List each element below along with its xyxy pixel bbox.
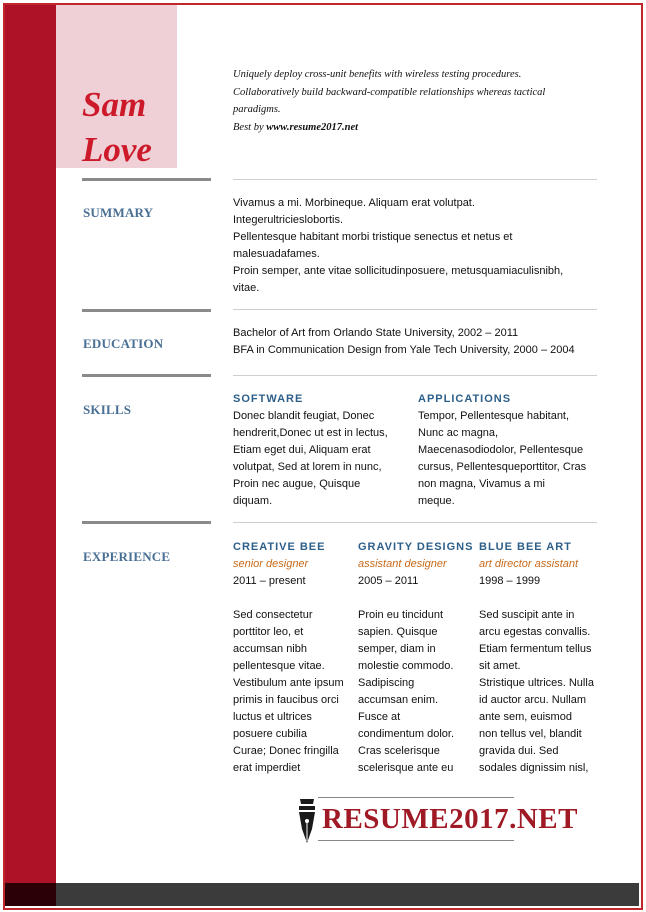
job-line: porttitor leo, et — [233, 626, 304, 638]
job-line: condimentum dolor. — [358, 728, 454, 740]
job-role: assistant designer — [358, 558, 447, 570]
job-line: non tellus vel, blandit — [479, 728, 582, 740]
job-line: Sed suscipit ante in — [479, 609, 575, 621]
summary-text — [233, 195, 613, 297]
job-role: senior designer — [233, 558, 309, 570]
divider — [233, 375, 597, 376]
intro-line: Uniquely deploy cross-unit benefits with wireless testing procedures. — [233, 69, 522, 80]
job-line: ante sem, euismod — [479, 711, 572, 723]
divider — [233, 179, 597, 180]
summary-line: Proin semper, ante vitae sollicitudinposuere, metusquamiaculisnibh, — [233, 265, 564, 277]
skills-line: hendrerit,Donec ut est in lectus, — [233, 427, 388, 439]
job-company: GRAVITY DESIGNS — [358, 541, 474, 553]
section-rule — [82, 309, 211, 312]
skills-line: Etiam eget dui, Aliquam erat — [233, 444, 371, 456]
skills-line: Donec blandit feugiat, Donec — [233, 410, 375, 422]
section-rule — [82, 178, 211, 181]
job-line: sapien. Quisque — [358, 626, 438, 638]
job-line: Curae; Donec fringilla — [233, 745, 339, 757]
summary-heading: SUMMARY — [83, 205, 154, 220]
experience-job — [358, 539, 476, 777]
experience-job — [479, 539, 607, 777]
job-dates: 2011 – present — [233, 575, 306, 587]
skills-line: Tempor, Pellentesque habitant, — [418, 410, 570, 422]
divider — [233, 522, 597, 523]
job-line: scelerisque ante eu — [358, 762, 454, 774]
skills-line: Maecenasodiodolor, Pellentesque — [418, 444, 584, 456]
fountain-pen-nib-icon — [296, 797, 318, 847]
education-entry: BFA in Communication Design from Yale Tech University, 2000 – 2004 — [233, 344, 575, 356]
skills-line: volutpat, Sed at lorem in nunc, — [233, 461, 382, 473]
job-line: primis in faucibus orci — [233, 694, 339, 706]
job-company: CREATIVE BEE — [233, 541, 326, 553]
skills-applications-text — [418, 408, 608, 510]
job-line: molestie commodo. — [358, 660, 454, 672]
job-description — [233, 607, 355, 777]
job-line: Sadipiscing — [358, 677, 415, 689]
job-description — [358, 607, 476, 777]
last-name: Love — [82, 130, 152, 169]
section-rule — [82, 374, 211, 377]
experience-job — [233, 539, 355, 777]
skills-line: cursus, Pellentesqueporttitor, Cras — [418, 461, 587, 473]
skills-line: diquam. — [233, 495, 273, 507]
credit-line — [233, 119, 603, 137]
job-line: sodales dignissim nisl, — [479, 762, 589, 774]
skills-software-text — [233, 408, 413, 510]
skills-line: meque. — [418, 495, 455, 507]
job-line: Sed consectetur — [233, 609, 313, 621]
job-line: Stristique ultrices. Nulla — [479, 677, 594, 689]
summary-line: vitae. — [233, 282, 260, 294]
job-line: posuere cubilia — [233, 728, 307, 740]
intro-line: paradigms. — [233, 104, 281, 115]
education-entry: Bachelor of Art from Orlando State University, 2002 – 2011 — [233, 327, 519, 339]
summary-line: Pellentesque habitant morbi tristique senectus et netus et — [233, 231, 513, 243]
credit-site-link[interactable]: www.resume2017.net — [266, 121, 359, 133]
job-line: gravida dui. Sed — [479, 745, 559, 757]
intro-line: Collaboratively build backward-compatible relationships whereas tactical — [233, 86, 546, 98]
intro-statement — [233, 66, 603, 136]
job-line: Etiam fermentum tellus — [479, 643, 592, 655]
education-text — [233, 325, 613, 359]
skills-applications-heading: APPLICATIONS — [418, 393, 512, 405]
job-dates: 2005 – 2011 — [358, 575, 419, 587]
footer-accent — [5, 883, 56, 906]
skills-heading: SKILLS — [83, 402, 132, 417]
job-line: Cras scelerisque — [358, 745, 440, 757]
section-rule — [82, 521, 211, 524]
job-line: luctus et ultrices — [233, 711, 312, 723]
skills-line: non magna, Vivamus a mi — [418, 478, 545, 490]
job-line: erat imperdiet — [233, 762, 301, 774]
job-line: sit amet. — [479, 660, 521, 672]
job-line: id auctor arcu. Nullam — [479, 694, 586, 706]
sidebar-accent-bar — [5, 5, 56, 883]
logo-rule — [318, 840, 514, 841]
job-line: Proin eu tincidunt — [358, 609, 443, 621]
job-line: Vestibulum ante ipsum — [233, 677, 344, 689]
logo-wordmark: RESUME2017.NET — [322, 803, 578, 835]
summary-line: Vivamus a mi. Morbineque. Aliquam erat volutpat. — [233, 197, 475, 209]
skills-line: Nunc ac magna, — [418, 427, 499, 439]
summary-line: Integerultricieslobortis. — [233, 214, 344, 226]
job-dates: 1998 – 1999 — [479, 575, 541, 587]
resume2017-logo — [296, 797, 578, 849]
skills-software-heading: SOFTWARE — [233, 393, 304, 405]
divider — [233, 309, 597, 310]
skills-line: Proin nec augue, Quisque — [233, 478, 361, 490]
job-line: accumsan nibh — [233, 643, 307, 655]
summary-line: malesuadafames. — [233, 248, 320, 260]
logo-rule — [318, 797, 514, 798]
credit-prefix: Best by — [233, 121, 267, 133]
job-line: accumsan enim. — [358, 694, 439, 706]
job-line: pellentesque vitae. — [233, 660, 325, 672]
job-line: Fusce at — [358, 711, 401, 723]
job-line: arcu egestas convallis. — [479, 626, 591, 638]
job-description — [479, 607, 607, 777]
footer-bar — [56, 883, 639, 906]
candidate-name — [82, 82, 152, 172]
education-heading: EDUCATION — [83, 336, 164, 351]
experience-heading: EXPERIENCE — [83, 549, 171, 564]
job-line: semper, diam in — [358, 643, 436, 655]
job-company: BLUE BEE ART — [479, 541, 572, 553]
job-role: art director assistant — [479, 558, 579, 570]
first-name: Sam — [82, 85, 147, 124]
